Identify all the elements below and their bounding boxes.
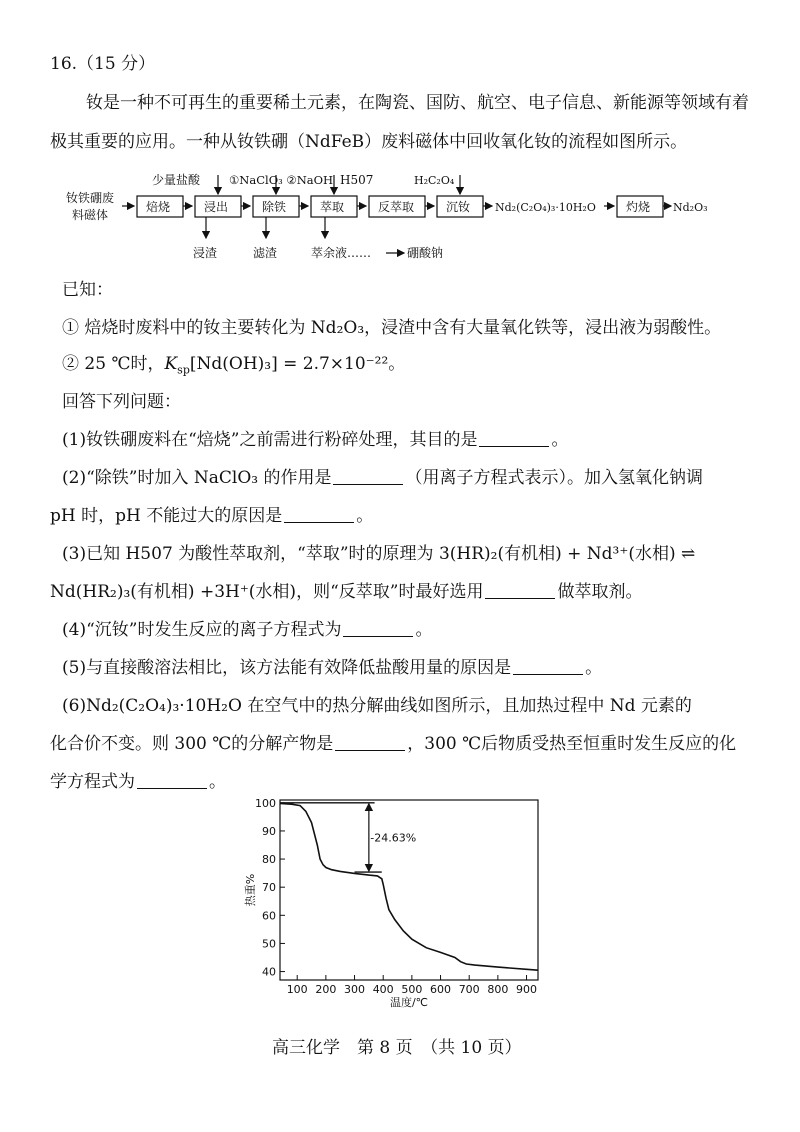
step-extraction: 萃取 — [320, 200, 345, 214]
reagent-hcl: 少量盐酸 — [152, 173, 201, 187]
step-roasting: 焙烧 — [146, 200, 171, 214]
x-tick-label: 100 — [286, 983, 308, 996]
answer-blank-4 — [343, 620, 413, 637]
y-tick-label: 80 — [262, 853, 276, 867]
page-footer: 高三化学 第 8 页 （共 10 页） — [272, 1038, 522, 1058]
thermogravimetric-chart — [240, 790, 550, 1020]
x-tick-label: 700 — [458, 983, 480, 996]
y-tick-label: 50 — [262, 937, 276, 951]
x-tick-label: 500 — [401, 983, 423, 996]
question-4: (4)“沉钕”时发生反应的离子方程式为 。 — [62, 620, 433, 640]
waste-leach-residue: 浸渣 — [193, 246, 218, 260]
step-precipitation: 沉钕 — [446, 200, 471, 214]
reagent-oxalic: H₂C₂O₄ — [414, 174, 455, 187]
plot-frame — [280, 800, 538, 980]
answer-prompt: 回答下列问题： — [62, 392, 181, 412]
x-axis-ticks — [287, 975, 537, 996]
x-tick-label: 800 — [487, 983, 509, 996]
intro-line-2: 极其重要的应用。一种从钕铁硼（NdFeB）废料磁体中回收氧化钕的流程如图所示。 — [50, 132, 688, 152]
answer-blank-1 — [479, 430, 549, 447]
x-tick-label: 300 — [344, 983, 366, 996]
question-3-line-2: Nd(HR₂)₃(有机相) +3H⁺(水相)，则“反萃取”时最好选用 做萃取剂。 — [50, 582, 643, 602]
y-tick-label: 90 — [262, 824, 276, 838]
tg-curve-line — [280, 803, 538, 970]
flow-source-line1: 钕铁硼废 — [66, 191, 115, 205]
reagent-h507: H507 — [340, 173, 374, 187]
byproduct-sodium-borate: 硼酸钠 — [407, 246, 444, 260]
answer-blank-3 — [485, 582, 555, 599]
answer-blank-6b — [137, 772, 207, 789]
y-axis-label: 热重% — [244, 873, 257, 907]
answer-blank-6a — [335, 734, 405, 751]
answer-blank-2a — [333, 468, 403, 485]
mass-loss-annotation: -24.63% — [370, 831, 417, 845]
step-back-extraction: 反萃取 — [378, 200, 415, 214]
question-number: 16.（15 分） — [50, 54, 156, 74]
x-tick-label: 400 — [372, 983, 394, 996]
known-item-2: ② 25 ℃时，$K_{sp}[Nd(OH)_3] = 2.7\times 10^{-22}$。 — [62, 354, 406, 377]
x-tick-label: 900 — [516, 983, 538, 996]
answer-blank-2b — [284, 506, 354, 523]
question-6-line-2: 化合价不变。则 300 ℃的分解产物是 ，300 ℃后物质受热至恒重时发生反应的化 — [50, 734, 737, 754]
y-tick-label: 60 — [262, 909, 276, 923]
question-2-line-2: pH 时，pH 不能过大的原因是 。 — [50, 506, 374, 526]
question-6-line-3: 学方程式为 。 — [50, 772, 226, 792]
question-3-line-1: (3)已知 H507 为酸性萃取剂，“萃取”时的原理为 3(HR)₂(有机相) + Nd³⁺(水相) ⇌ — [62, 544, 696, 564]
process-flowchart — [0, 170, 800, 270]
flow-product: Nd₂O₃ — [673, 201, 708, 214]
y-tick-label: 40 — [262, 965, 276, 979]
reagent-naclo3-naoh: ①NaClO₃ ②NaOH — [229, 173, 334, 187]
flow-intermediate: Nd₂(C₂O₄)₃·10H₂O — [495, 201, 596, 214]
y-tick-label: 100 — [255, 796, 276, 810]
question-2-line-1: (2)“除铁”时加入 NaClO₃ 的作用是 （用离子方程式表示）。加入氢氧化钠调 — [62, 468, 703, 488]
step-calcination: 灼烧 — [626, 200, 651, 214]
y-tick-label: 70 — [262, 881, 276, 895]
question-5: (5)与直接酸溶法相比，该方法能有效降低盐酸用量的原因是 。 — [62, 658, 603, 678]
intro-line-1: 钕是一种不可再生的重要稀土元素，在陶瓷、国防、航空、电子信息、新能源等领域有着 — [86, 93, 749, 113]
answer-blank-5 — [513, 658, 583, 675]
step-leaching: 浸出 — [204, 200, 229, 214]
x-axis-label: 温度/℃ — [389, 996, 429, 1009]
known-title: 已知： — [62, 280, 113, 300]
known-item-1: ① 焙烧时废料中的钕主要转化为 Nd₂O₃，浸渣中含有大量氧化铁等，浸出液为弱酸性。 — [62, 318, 722, 338]
x-tick-label: 600 — [430, 983, 452, 996]
waste-filter-residue: 滤渣 — [253, 246, 278, 260]
step-iron-removal: 除铁 — [262, 200, 287, 214]
x-tick-label: 200 — [315, 983, 337, 996]
flow-source-line2: 料磁体 — [72, 208, 109, 222]
waste-raffinate: 萃余液…… — [311, 246, 372, 260]
question-6-line-1: (6)Nd₂(C₂O₄)₃·10H₂O 在空气中的热分解曲线如图所示，且加热过程中 Nd 元素的 — [62, 696, 692, 716]
question-1: (1)钕铁硼废料在“焙烧”之前需进行粉碎处理，其目的是 。 — [62, 430, 569, 450]
